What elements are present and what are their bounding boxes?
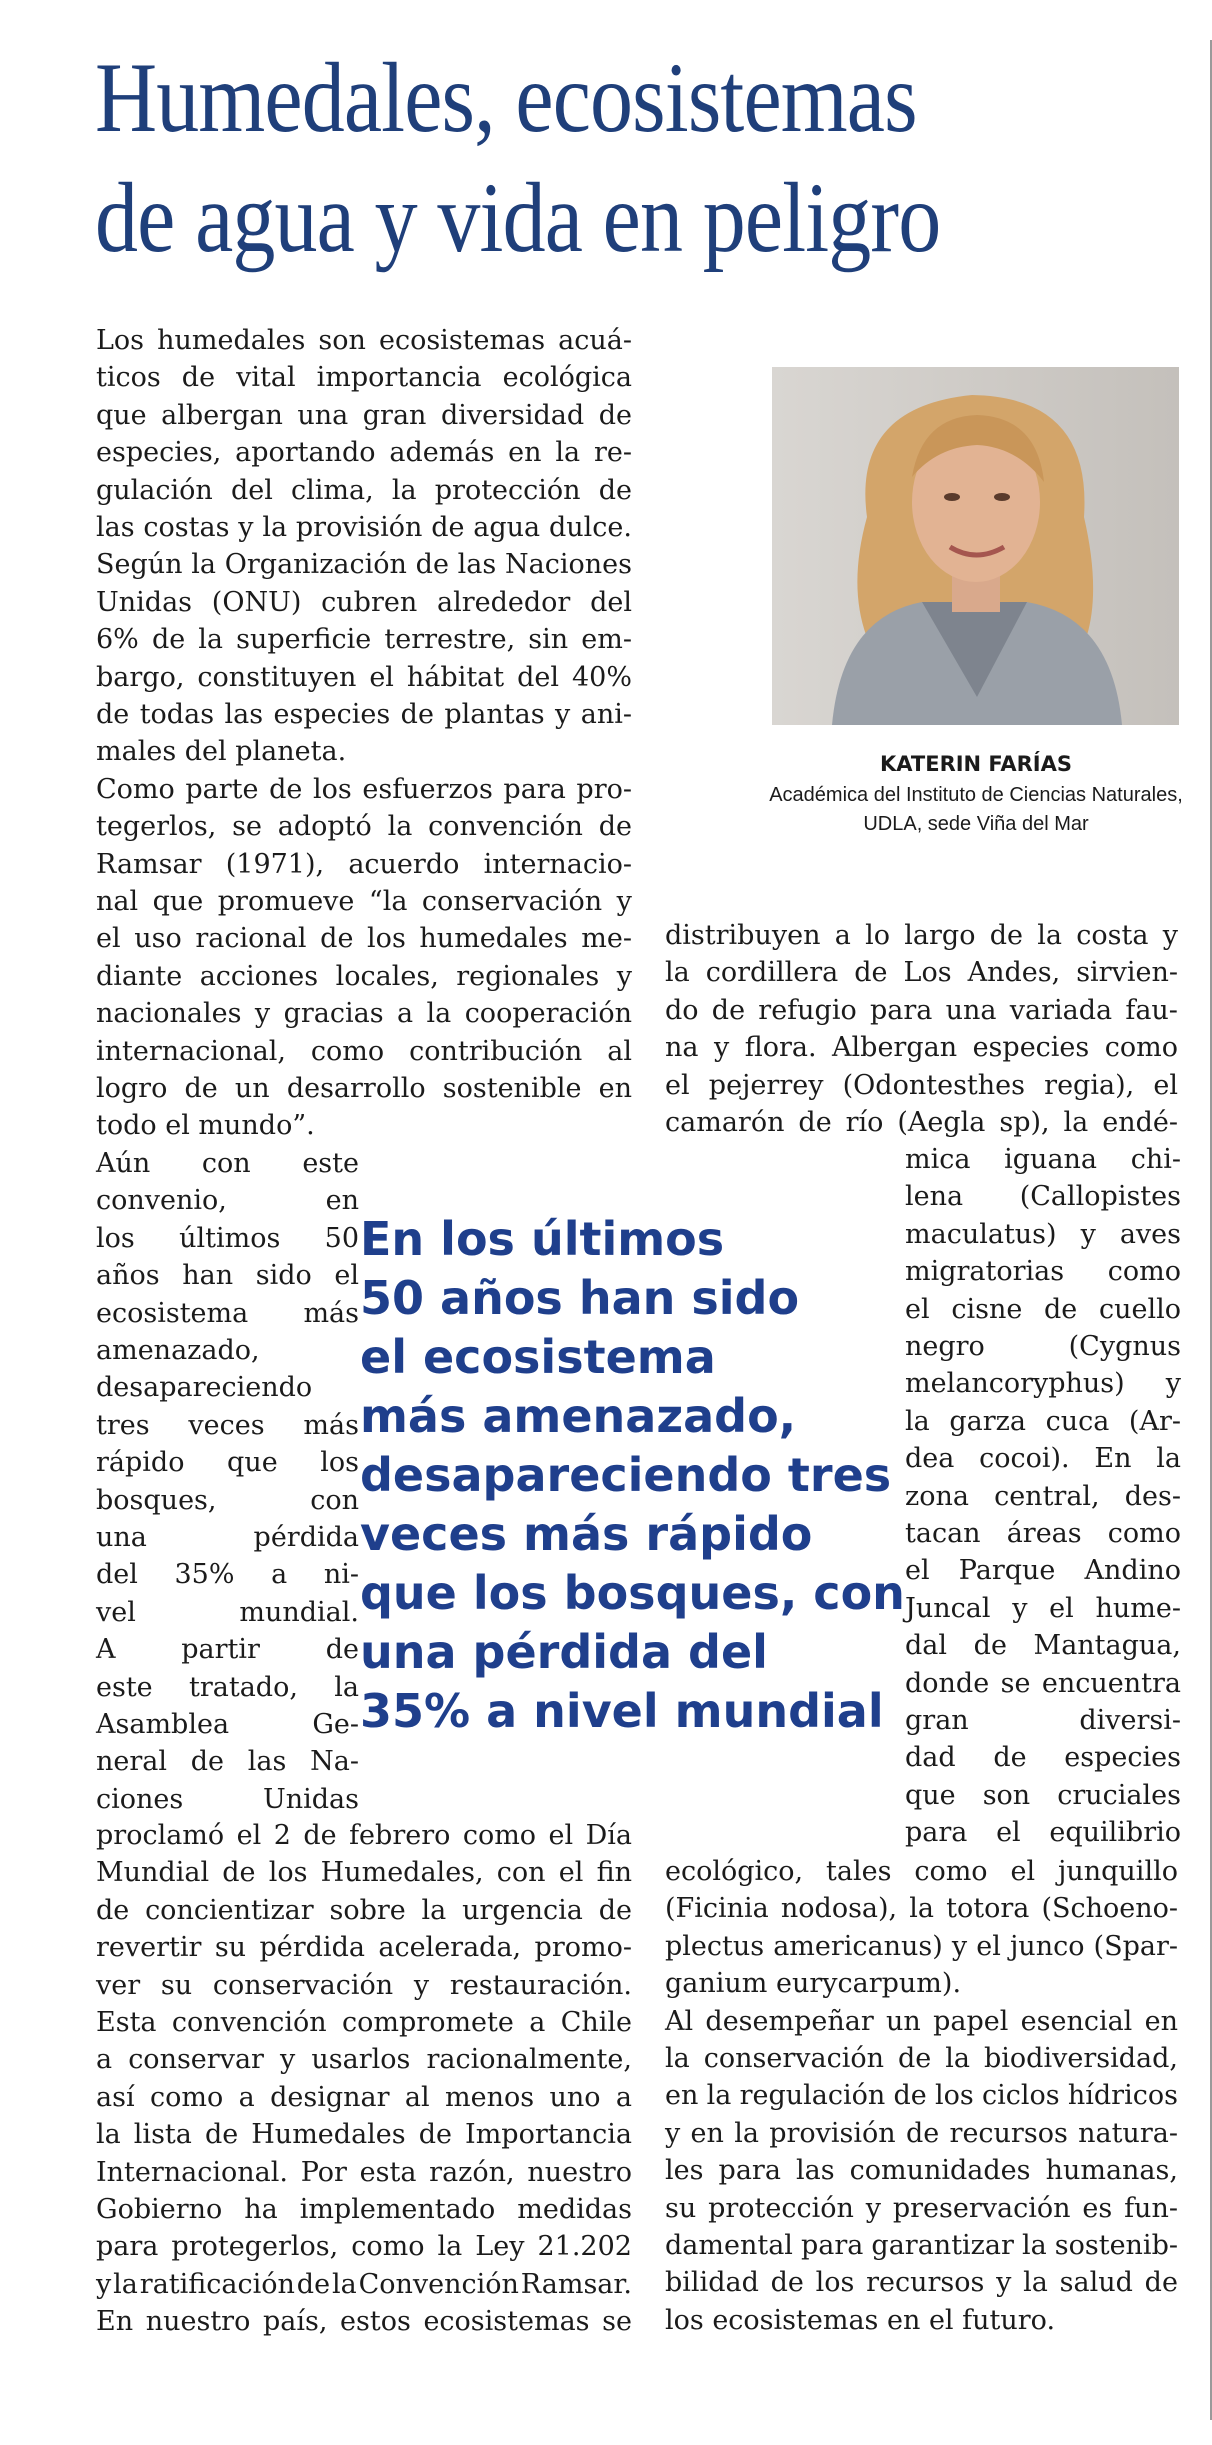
author-role-line-1: Académica del Instituto de Ciencias Naturales, bbox=[769, 784, 1183, 806]
text-line: a conservar y usarlos racionalmente, bbox=[96, 2044, 632, 2076]
text-line: el Parque Andino bbox=[905, 1555, 1181, 1587]
pull-quote-line: 50 años han sido bbox=[360, 1271, 800, 1325]
text-line: maculatus) y aves bbox=[905, 1218, 1181, 1250]
text-line: rápido que los bbox=[96, 1447, 359, 1479]
text-line: bosques, con bbox=[96, 1484, 359, 1516]
pull-quote-line: veces más rápido bbox=[360, 1507, 813, 1561]
text-line: así como a designar al menos uno a bbox=[96, 2081, 632, 2113]
text-line: que albergan una gran diversidad de bbox=[96, 399, 632, 431]
text-line: dal de Mantagua, bbox=[905, 1630, 1181, 1662]
text-line: distribuyen a lo largo de la costa y bbox=[665, 920, 1178, 951]
text-line: Aún con este bbox=[96, 1148, 359, 1179]
pull-quote-line: En los últimos bbox=[360, 1212, 725, 1266]
text-line: zona central, des- bbox=[905, 1480, 1181, 1512]
text-line: bargo, constituyen el hábitat del 40% bbox=[96, 661, 632, 693]
author-role-line-2: UDLA, sede Viña del Mar bbox=[863, 813, 1089, 835]
text-line: el pejerrey (Odontesthes regia), el bbox=[665, 1069, 1178, 1101]
text-line: la lista de Humedales de Importancia bbox=[96, 2119, 632, 2151]
text-line: revertir su pérdida acelerada, promo- bbox=[96, 1932, 632, 1964]
text-line: Los humedales son ecosistemas acuá- bbox=[96, 325, 632, 356]
text-line: les para las comunidades humanas, bbox=[665, 2155, 1178, 2187]
text-line: logro de un desarrollo sostenible en bbox=[96, 1073, 632, 1104]
text-line: para el equilibrio bbox=[905, 1817, 1181, 1849]
text-line: la garza cuca (Ar- bbox=[905, 1405, 1181, 1437]
pull-quote-line: una pérdida del bbox=[360, 1625, 768, 1679]
text-line: gran diversi- bbox=[905, 1705, 1181, 1736]
text-line: 6% de la superficie terrestre, sin em- bbox=[96, 624, 632, 656]
text-line: diante acciones locales, regionales y bbox=[96, 960, 632, 992]
text-line: dad de especies bbox=[905, 1742, 1181, 1774]
text-line: Esta convención compromete a Chile bbox=[96, 2007, 632, 2038]
text-line: las costas y la provisión de agua dulce. bbox=[96, 512, 632, 543]
text-line: gulación del clima, la protección de bbox=[96, 474, 632, 506]
text-line: neral de las Na- bbox=[96, 1746, 359, 1778]
text-line: los últimos 50 bbox=[96, 1222, 359, 1254]
headline bbox=[95, 38, 1041, 278]
text-line: y en la provisión de recursos natura- bbox=[665, 2117, 1178, 2149]
text-line: de todas las especies de plantas y ani- bbox=[96, 699, 632, 730]
text-line: y la ratificación de la Convención Ramsar. bbox=[96, 2268, 632, 2300]
pull-quote-line: que los bosques, con bbox=[360, 1566, 905, 1620]
text-line: que son cruciales bbox=[905, 1779, 1181, 1811]
text-line: para protegerlos, como la Ley 21.202 bbox=[96, 2231, 632, 2263]
text-line: años han sido el bbox=[96, 1260, 359, 1292]
text-line: Asamblea Ge- bbox=[96, 1709, 359, 1740]
text-line: tacan áreas como bbox=[905, 1518, 1181, 1549]
text-line: la conservación de la biodiversidad, bbox=[665, 2043, 1178, 2074]
text-line: bilidad de los recursos y la salud de bbox=[665, 2267, 1178, 2299]
text-line: do de refugio para una variada fau- bbox=[665, 994, 1178, 1026]
author-role bbox=[700, 781, 1212, 839]
text-line: Mundial de los Humedales, con el fin bbox=[96, 1857, 632, 1889]
text-line: los ecosistemas en el futuro. bbox=[665, 2304, 1056, 2336]
text-line: en la regulación de los ciclos hídricos bbox=[665, 2080, 1178, 2112]
text-line: amenazado, bbox=[96, 1335, 260, 1366]
text-line: nal que promueve “la conservación y bbox=[96, 886, 632, 917]
text-line: migratorias como bbox=[905, 1256, 1181, 1288]
text-line: desapareciendo bbox=[96, 1372, 313, 1404]
text-line: dea cocoi). En la bbox=[905, 1443, 1181, 1475]
text-line: el cisne de cuello bbox=[905, 1293, 1181, 1325]
headline-line-2: de agua y vida en peligro bbox=[95, 162, 941, 273]
text-line: (Ficinia nodosa), la totora (Schoeno- bbox=[665, 1893, 1178, 1925]
text-line: ecológico, tales como el junquillo bbox=[665, 1856, 1178, 1887]
text-line: na y flora. Albergan especies como bbox=[665, 1032, 1178, 1064]
text-line: A partir de bbox=[96, 1634, 359, 1666]
text-line: todo el mundo”. bbox=[96, 1110, 315, 1142]
pull-quote-line: 35% a nivel mundial bbox=[360, 1684, 884, 1738]
text-line: la cordillera de Los Andes, sirvien- bbox=[665, 957, 1178, 989]
text-line: ganium eurycarpum). bbox=[665, 1968, 962, 2000]
text-line: Internacional. Por esta razón, nuestro bbox=[96, 2156, 632, 2188]
text-line: proclamó el 2 de febrero como el Día bbox=[96, 1820, 632, 1851]
text-line: ver su conservación y restauración. bbox=[96, 1969, 632, 2001]
text-line: convenio, en bbox=[96, 1185, 359, 1217]
text-line: lena (Callopistes bbox=[905, 1181, 1181, 1213]
text-line: Unidas (ONU) cubren alrededor del bbox=[96, 586, 632, 618]
text-line: de concientizar sobre la urgencia de bbox=[96, 1894, 632, 1926]
text-line: del 35% a ni- bbox=[96, 1559, 359, 1591]
author-photo bbox=[772, 367, 1179, 725]
text-line: Juncal y el hume- bbox=[905, 1592, 1181, 1624]
text-line: melancoryphus) y bbox=[905, 1368, 1181, 1400]
text-line: Al desempeñar un papel esencial en bbox=[665, 2005, 1178, 2037]
pull-quote-line: desapareciendo tres bbox=[360, 1448, 892, 1502]
text-line: Ramsar (1971), acuerdo internacio- bbox=[96, 848, 632, 880]
text-line: males del planeta. bbox=[96, 736, 347, 768]
text-line: nacionales y gracias a la cooperación bbox=[96, 998, 632, 1030]
pull-quote-line: más amenazado, bbox=[360, 1389, 797, 1443]
text-line: camarón de río (Aegla sp), la endé- bbox=[665, 1107, 1178, 1138]
text-line: el uso racional de los humedales me- bbox=[96, 923, 632, 955]
text-line: internacional, como contribución al bbox=[96, 1035, 632, 1067]
text-line: damental para garantizar la sostenib- bbox=[665, 2230, 1178, 2261]
text-line: donde se encuentra bbox=[905, 1667, 1181, 1699]
text-line: ciones Unidas bbox=[96, 1783, 359, 1815]
author-portrait-image bbox=[772, 367, 1179, 725]
author-name: KATERIN FARÍAS bbox=[880, 752, 1072, 776]
text-line: En nuestro país, estos ecosistemas se bbox=[96, 2306, 632, 2338]
text-line: su protección y preservación es fun- bbox=[665, 2192, 1178, 2224]
pull-quote-line: el ecosistema bbox=[360, 1330, 716, 1384]
text-line: negro (Cygnus bbox=[905, 1331, 1181, 1362]
text-line: Gobierno ha implementado medidas bbox=[96, 2194, 632, 2225]
text-line: ecosistema más bbox=[96, 1297, 359, 1329]
text-line: una pérdida bbox=[96, 1522, 359, 1553]
text-line: tegerlos, se adoptó la convención de bbox=[96, 811, 632, 843]
text-line: mica iguana chi- bbox=[905, 1144, 1181, 1175]
text-line: vel mundial. bbox=[96, 1596, 359, 1628]
text-line: Como parte de los esfuerzos para pro- bbox=[96, 773, 632, 805]
text-line: ticos de vital importancia ecológica bbox=[96, 362, 632, 394]
text-line: tres veces más bbox=[96, 1409, 359, 1441]
text-line: Según la Organización de las Naciones bbox=[96, 549, 632, 581]
headline-line-1: Humedales, ecosistemas bbox=[95, 42, 917, 153]
pull-quote bbox=[360, 1210, 920, 1741]
text-line: especies, aportando además en la re- bbox=[96, 437, 632, 469]
text-line: plectus americanus) y el junco (Spar- bbox=[665, 1930, 1178, 1962]
text-line: este tratado, la bbox=[96, 1671, 359, 1703]
